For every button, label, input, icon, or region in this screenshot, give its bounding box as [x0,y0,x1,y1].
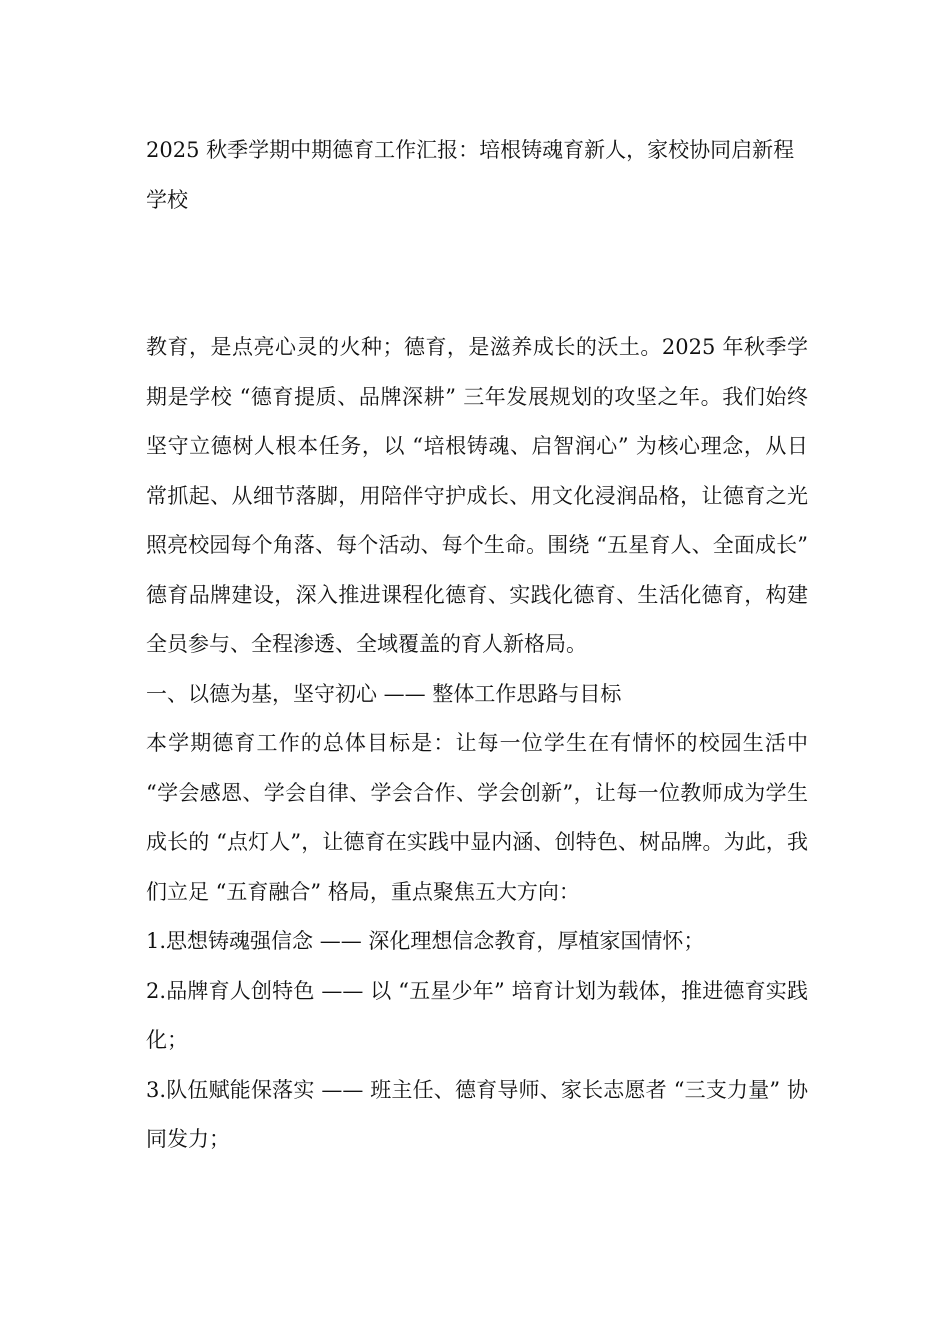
document-title: 2025 秋季学期中期德育工作汇报：培根铸魂育新人，家校协同启新程学校 [146,138,795,212]
list-item-3: 3.队伍赋能保落实 —— 班主任、德育导师、家长志愿者 “三支力量” 协同发力； [146,1077,808,1151]
list-item-1: 1.思想铸魂强信念 —— 深化理想信念教育，厚植家国情怀； [146,929,705,953]
intro-paragraph: 教育，是点亮心灵的火种；德育，是滋养成长的沃土。2025 年秋季学期是学校 “德育提质、品牌深耕” 三年发展规划的攻坚之年。我们始终坚守立德树人根本任务，以 “培根铸魂、启智润心” 为核心理念，从日常抓起、从细节落脚，用陪伴守护成长、用文化浸润品格，让德育之光照亮校园每个角落、每个活动、每个生命。围绕 “五星育人、全面成长” 德育品牌建设，深入推进课程化德育、实践化德育、生活化德育，构建全员参与、全程渗透、全域覆盖的育人新格局。 [146,335,808,656]
section-1-paragraph: 本学期德育工作的总体目标是：让每一位学生在有情怀的校园生活中 “学会感恩、学会自律、学会合作、学会创新”，让每一位教师成为学生成长的 “点灯人”，让德育在实践中显内涵、创特色、树品牌。为此，我们立足 “五育融合” 格局，重点聚焦五大方向： [146,731,808,904]
title-spacer [146,225,808,323]
list-item-2: 2.品牌育人创特色 —— 以 “五星少年” 培育计划为载体，推进德育实践化； [146,978,808,1052]
section-1-heading: 一、以德为基，坚守初心 —— 整体工作思路与目标 [146,681,622,706]
document-body [146,126,808,1165]
